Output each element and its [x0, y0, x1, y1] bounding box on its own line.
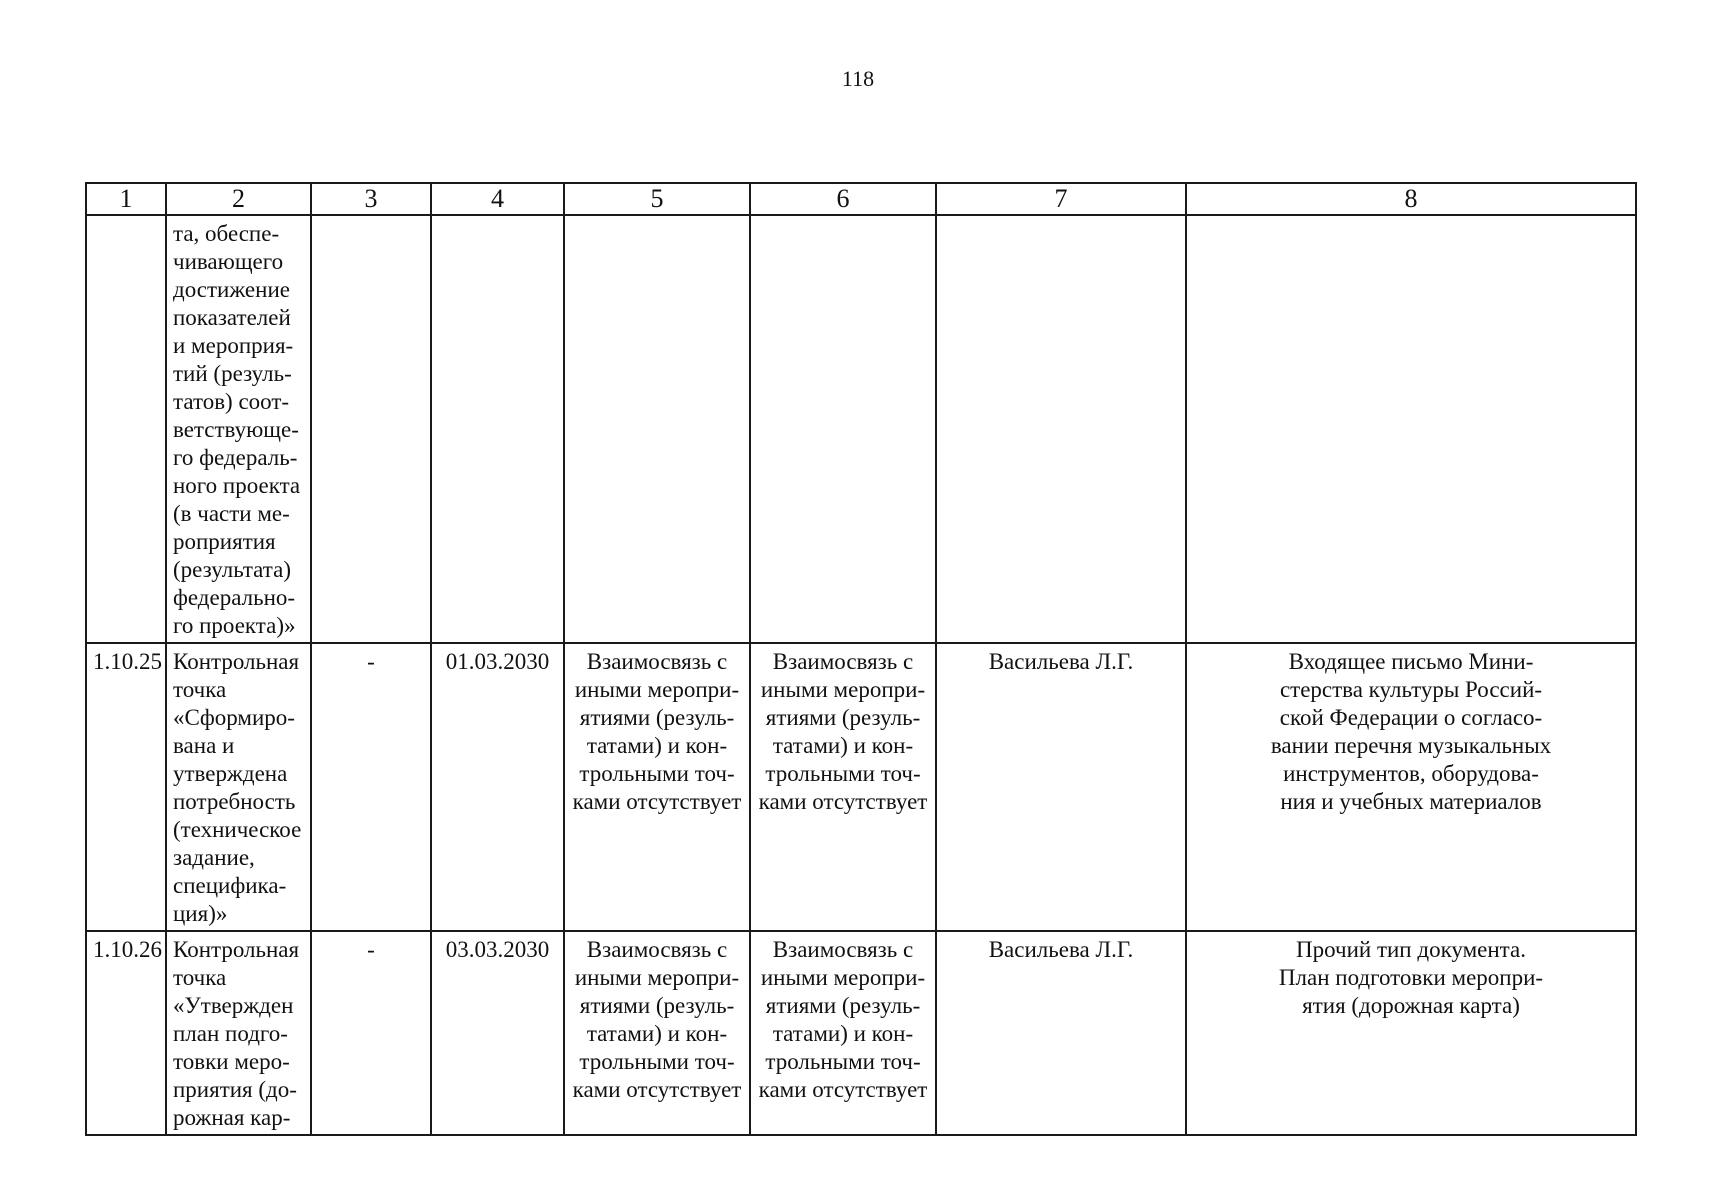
row-number-cell: 1.10.26	[86, 931, 166, 1135]
row-link2-cell: Взаимосвязь с иными меропри- ятиями (резуль- татами) и кон- трольными точ- ками отсутствует	[750, 931, 936, 1135]
row-link2-cell: Взаимосвязь с иными меропри- ятиями (резуль- татами) и кон- трольными точ- ками отсутствует	[750, 643, 936, 931]
row-col3-cell	[311, 215, 431, 643]
row-name-cell: та, обеспе- чивающего достижение показателей и мероприя- тий (резуль- татов) соот- ветствующе- го федераль- ного проекта (в части ме- роприятия (результата) федерально- го проекта)»	[166, 215, 311, 643]
row-link1-cell: Взаимосвязь с иными меропри- ятиями (резуль- татами) и кон- трольными точ- ками отсутствует	[564, 643, 750, 931]
row-col3-cell: -	[311, 931, 431, 1135]
row-number-cell: 1.10.25	[86, 643, 166, 931]
table-row	[86, 215, 1636, 643]
row-date-cell: 01.03.2030	[431, 643, 564, 931]
row-link1-cell	[564, 215, 750, 643]
column-header: 4	[431, 183, 564, 215]
row-link1-cell: Взаимосвязь с иными меропри- ятиями (резуль- татами) и кон- трольными точ- ками отсутствует	[564, 931, 750, 1135]
row-responsible-cell: Васильева Л.Г.	[936, 931, 1186, 1135]
row-number-cell	[86, 215, 166, 643]
row-document-cell: Прочий тип документа. План подготовки меропри- ятия (дорожная карта)	[1186, 931, 1636, 1135]
row-document-cell: Входящее письмо Мини- стерства культуры Россий- ской Федерации о согласо- вании перечня музыкальных инструментов, оборудова- ния и учебных материалов	[1186, 643, 1636, 931]
row-responsible-cell	[936, 215, 1186, 643]
column-header: 5	[564, 183, 750, 215]
column-header: 6	[750, 183, 936, 215]
plan-table	[85, 182, 1637, 1136]
table-row	[86, 931, 1636, 1135]
row-date-cell: 03.03.2030	[431, 931, 564, 1135]
column-header: 2	[166, 183, 311, 215]
table-header-row	[86, 183, 1636, 215]
row-document-cell	[1186, 215, 1636, 643]
row-name-cell: Контрольная точка «Сформиро- вана и утверждена потребность (техническое задание, специфика- ция)»	[166, 643, 311, 931]
column-header: 8	[1186, 183, 1636, 215]
column-header: 7	[936, 183, 1186, 215]
column-header: 1	[86, 183, 166, 215]
page-number: 118	[841, 66, 875, 91]
column-header: 3	[311, 183, 431, 215]
row-name-cell: Контрольная точка «Утвержден план подго- товки меро- приятия (до- рожная кар-	[166, 931, 311, 1135]
row-col3-cell: -	[311, 643, 431, 931]
row-link2-cell	[750, 215, 936, 643]
row-date-cell	[431, 215, 564, 643]
table-row	[86, 643, 1636, 931]
row-responsible-cell: Васильева Л.Г.	[936, 643, 1186, 931]
